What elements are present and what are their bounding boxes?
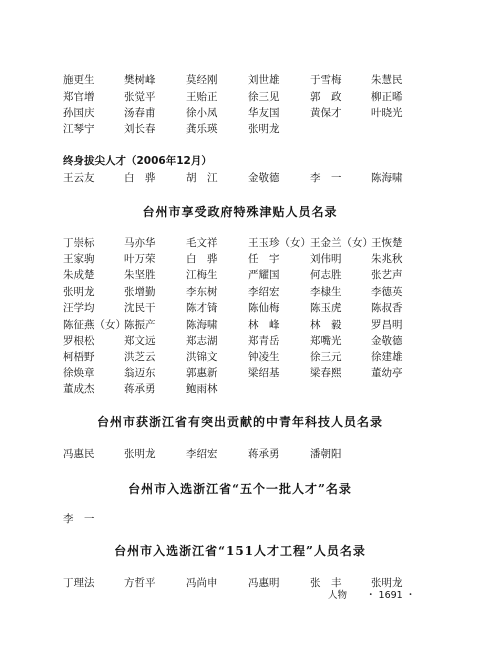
person-name: 钟凌生 — [248, 351, 280, 363]
person-name: 刘伟明 — [310, 253, 342, 265]
footer-section-label: 人物 — [328, 590, 348, 601]
person-name: 王贻正 — [186, 91, 218, 103]
person-name: 张明龙 — [371, 577, 403, 589]
person-name: 郭 政 — [310, 91, 342, 103]
person-name: 孙国庆 — [63, 107, 95, 119]
person-name: 李绍宏 — [186, 448, 218, 460]
person-name: 朱慧民 — [371, 74, 403, 86]
person-name: 王金兰（女） — [310, 237, 373, 249]
person-name: 郑嘴光 — [310, 335, 342, 347]
person-name: 王恢楚 — [371, 237, 403, 249]
person-name: 王云友 — [63, 172, 95, 184]
person-name: 冯惠民 — [63, 448, 95, 460]
person-name: 陈叔香 — [371, 302, 403, 314]
five-batch-talent-heading: 台州市入选浙江省“五个一批人才”名录 — [128, 482, 352, 496]
person-name: 莫经刚 — [186, 74, 218, 86]
person-name: 江琴宁 — [63, 123, 95, 135]
person-name: 冯惠明 — [248, 577, 280, 589]
person-name: 沈民干 — [124, 302, 156, 314]
person-name: 白 骅 — [124, 172, 156, 184]
person-name: 郑青岳 — [248, 335, 280, 347]
person-name: 张明龙 — [124, 448, 156, 460]
person-name: 朱成楚 — [63, 269, 95, 281]
person-name: 董成杰 — [63, 383, 95, 395]
person-name: 翁迈东 — [124, 367, 156, 379]
person-name: 潘朝阳 — [310, 448, 342, 460]
person-name: 王玉珍（女） — [248, 237, 311, 249]
name-row — [0, 105, 480, 121]
person-name: 梁绍基 — [248, 367, 280, 379]
person-name: 徐建雄 — [371, 351, 403, 363]
person-name: 金敬德 — [371, 335, 403, 347]
person-name: 江梅生 — [186, 269, 218, 281]
person-name: 朱兆秋 — [371, 253, 403, 265]
person-name: 李东树 — [186, 286, 218, 298]
person-name: 徐焕章 — [63, 367, 95, 379]
person-name: 郑文远 — [124, 335, 156, 347]
talent-151-heading: 台州市入选浙江省“151人才工程”人员名录 — [114, 544, 366, 558]
person-name: 刘世雄 — [248, 74, 280, 86]
person-name: 陈玉虎 — [310, 302, 342, 314]
person-name: 徐三见 — [248, 91, 280, 103]
name-row — [0, 89, 480, 105]
person-name: 丁崇标 — [63, 237, 95, 249]
lifetime-talent-subtitle: 终身拔尖人才（2006年12月） — [63, 155, 212, 167]
person-name: 黄保才 — [310, 107, 342, 119]
person-name: 严耀国 — [248, 269, 280, 281]
name-row — [0, 365, 480, 381]
person-name: 陈才锜 — [186, 302, 218, 314]
person-name: 汤春甫 — [124, 107, 156, 119]
person-name: 陈仙梅 — [248, 302, 280, 314]
person-name: 张 丰 — [310, 577, 342, 589]
person-name: 李德英 — [371, 286, 403, 298]
person-name: 张明龙 — [63, 286, 95, 298]
person-name: 郭惠新 — [186, 367, 218, 379]
name-row — [0, 511, 480, 527]
person-name: 朱坚胜 — [124, 269, 156, 281]
person-name: 陈征燕（女） — [63, 319, 126, 331]
person-name: 何志胜 — [310, 269, 342, 281]
name-row — [0, 235, 480, 251]
person-name: 毛文祥 — [186, 237, 218, 249]
person-name: 林 峰 — [248, 319, 280, 331]
person-name: 柯梧野 — [63, 351, 95, 363]
person-name: 龚乐瑛 — [186, 123, 218, 135]
name-row — [0, 121, 480, 137]
person-name: 冯尚申 — [186, 577, 218, 589]
person-name: 张明龙 — [248, 123, 280, 135]
person-name: 洪锦文 — [186, 351, 218, 363]
person-name: 鲍雨林 — [186, 383, 218, 395]
person-name: 于雪梅 — [310, 74, 342, 86]
person-name: 陈海啸 — [371, 172, 403, 184]
person-name: 徐三元 — [310, 351, 342, 363]
person-name: 马亦华 — [124, 237, 156, 249]
person-name: 郑官增 — [63, 91, 95, 103]
person-name: 罗昌明 — [371, 319, 403, 331]
person-name: 蒋承勇 — [248, 448, 280, 460]
name-row — [0, 349, 480, 365]
name-row — [0, 446, 480, 462]
page-number: ・ 1691 ・ — [366, 590, 416, 601]
person-name: 樊树峰 — [124, 74, 156, 86]
name-row — [0, 300, 480, 316]
person-name: 金敬德 — [248, 172, 280, 184]
person-name: 李棣生 — [310, 286, 342, 298]
person-name: 刘长春 — [124, 123, 156, 135]
name-row — [0, 381, 480, 397]
person-name: 叶晓光 — [371, 107, 403, 119]
name-row — [0, 333, 480, 349]
person-name: 陈振产 — [124, 319, 156, 331]
name-row — [0, 284, 480, 300]
person-name: 蒋承勇 — [124, 383, 156, 395]
person-name: 王家驹 — [63, 253, 95, 265]
young-scientist-heading: 台州市获浙江省有突出贡献的中青年科技人员名录 — [96, 415, 383, 429]
person-name: 施更生 — [63, 74, 95, 86]
name-row — [0, 170, 480, 186]
person-name: 李绍宏 — [248, 286, 280, 298]
name-row — [0, 267, 480, 283]
name-row — [0, 317, 480, 333]
person-name: 陈海啸 — [186, 319, 218, 331]
person-name: 柳正晞 — [371, 91, 403, 103]
person-name: 张艺声 — [371, 269, 403, 281]
person-name: 叶万荣 — [124, 253, 156, 265]
person-name: 罗根松 — [63, 335, 95, 347]
person-name: 汪学均 — [63, 302, 95, 314]
person-name: 方哲平 — [124, 577, 156, 589]
person-name: 徐小凤 — [186, 107, 218, 119]
person-name: 胡 江 — [186, 172, 218, 184]
person-name: 林 毅 — [310, 319, 342, 331]
person-name: 郑志湖 — [186, 335, 218, 347]
person-name: 李 一 — [63, 513, 95, 525]
person-name: 张增勤 — [124, 286, 156, 298]
person-name: 丁理法 — [63, 577, 95, 589]
person-name: 任 宇 — [248, 253, 280, 265]
person-name: 李 一 — [310, 172, 342, 184]
special-allowance-heading: 台州市享受政府特殊津贴人员名录 — [142, 205, 338, 219]
name-row — [0, 251, 480, 267]
person-name: 梁春熙 — [310, 367, 342, 379]
person-name: 白 骅 — [186, 253, 218, 265]
person-name: 张觉平 — [124, 91, 156, 103]
person-name: 董幼亭 — [371, 367, 403, 379]
person-name: 华友国 — [248, 107, 280, 119]
person-name: 洪芝云 — [124, 351, 156, 363]
name-row — [0, 72, 480, 88]
